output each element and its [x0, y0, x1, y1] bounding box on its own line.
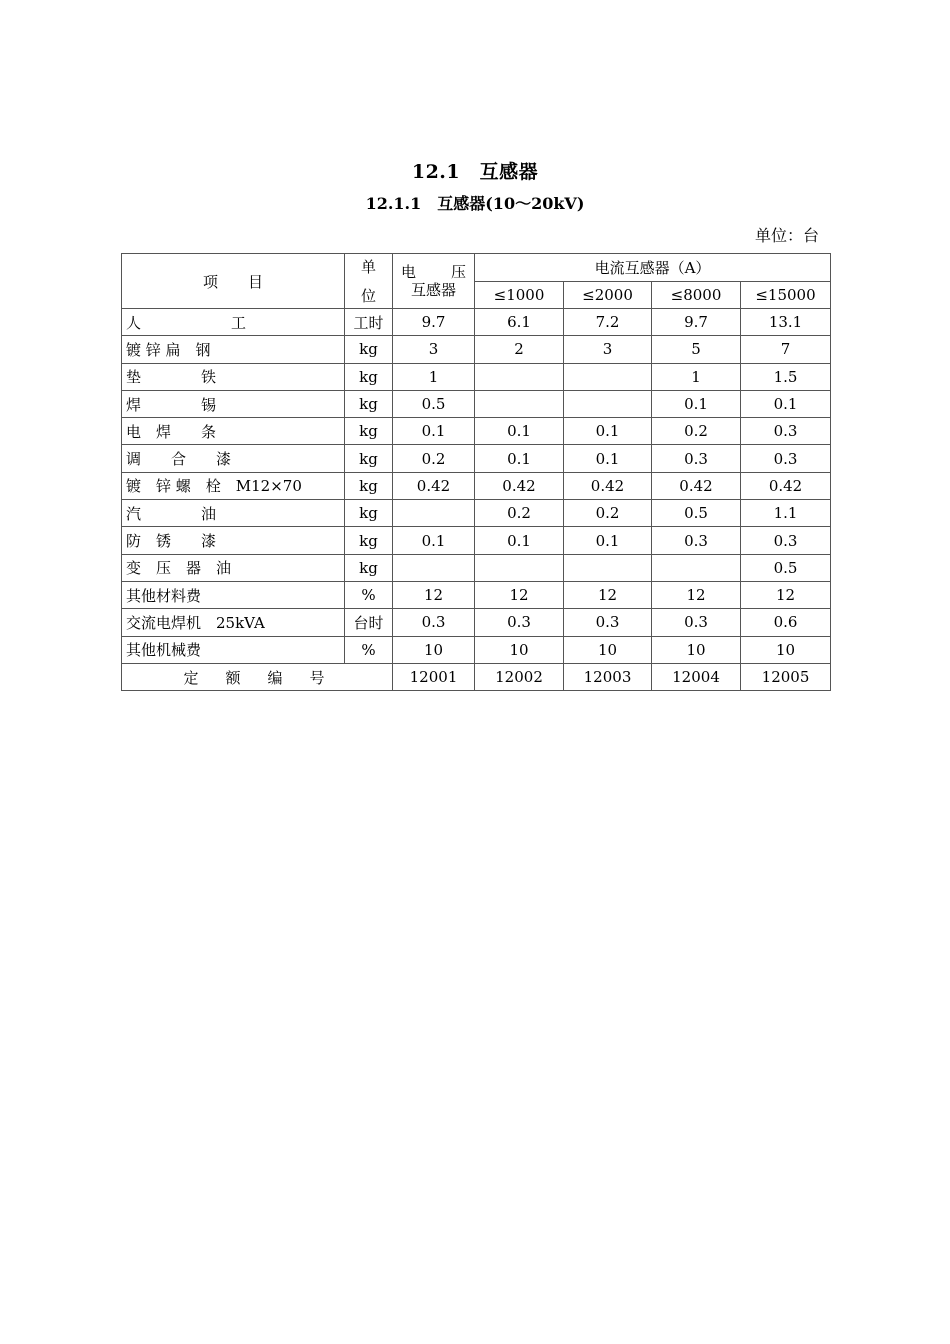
row-value: 0.42: [652, 472, 741, 499]
row-value: 2: [475, 336, 564, 363]
row-item-name: 人 工: [122, 309, 345, 336]
row-value: 5: [652, 336, 741, 363]
row-value: 0.6: [741, 609, 831, 636]
header-unit: [345, 254, 393, 309]
row-value: 0.1: [564, 445, 652, 472]
row-value: 0.2: [652, 418, 741, 445]
quota-code: 12001: [393, 663, 475, 690]
table-row: [122, 636, 831, 663]
row-value: [564, 390, 652, 417]
row-value: 10: [475, 636, 564, 663]
row-unit: kg: [345, 445, 393, 472]
row-value: 0.3: [741, 418, 831, 445]
row-value: 0.2: [564, 500, 652, 527]
row-item-name: 垫 铁: [122, 363, 345, 390]
row-unit: kg: [345, 527, 393, 554]
header-ct-col: ≤8000: [652, 281, 741, 309]
row-value: 0.42: [475, 472, 564, 499]
row-value: 0.1: [741, 390, 831, 417]
table-row: [122, 554, 831, 581]
table-row: [122, 309, 831, 336]
row-unit: kg: [345, 336, 393, 363]
row-item-name: 镀 锌 螺 栓 M12×70: [122, 472, 345, 499]
row-value: 7.2: [564, 309, 652, 336]
quota-code: 12004: [652, 663, 741, 690]
row-unit: kg: [345, 554, 393, 581]
table-row: [122, 363, 831, 390]
row-value: 1: [393, 363, 475, 390]
row-value: 1.1: [741, 500, 831, 527]
row-value: 0.3: [652, 445, 741, 472]
row-value: 10: [741, 636, 831, 663]
row-unit: %: [345, 636, 393, 663]
table-row: [122, 336, 831, 363]
row-value: 0.3: [741, 445, 831, 472]
quota-table: [121, 253, 831, 691]
row-value: 6.1: [475, 309, 564, 336]
quota-code: 12003: [564, 663, 652, 690]
row-value: 9.7: [393, 309, 475, 336]
row-value: 0.42: [564, 472, 652, 499]
unit-note: 单位：台: [754, 226, 819, 245]
row-value: 12: [652, 581, 741, 608]
row-value: 7: [741, 336, 831, 363]
row-value: [564, 554, 652, 581]
header-ct-col: ≤1000: [475, 281, 564, 309]
row-value: 0.3: [393, 609, 475, 636]
quota-code-label: 定 额 编 号: [122, 663, 393, 690]
row-value: 12: [393, 581, 475, 608]
row-unit: kg: [345, 500, 393, 527]
row-item-name: 其他机械费: [122, 636, 345, 663]
table-row: [122, 445, 831, 472]
subsection-title: 12.1.1 互感器(10～20kV): [365, 194, 585, 213]
row-value: 9.7: [652, 309, 741, 336]
row-value: 10: [564, 636, 652, 663]
row-value: 0.1: [564, 527, 652, 554]
row-value: [475, 390, 564, 417]
header-unit-bottom: 位: [360, 287, 376, 305]
row-value: 0.1: [652, 390, 741, 417]
row-value: 0.5: [652, 500, 741, 527]
row-value: 0.3: [564, 609, 652, 636]
row-value: 3: [393, 336, 475, 363]
row-value: 3: [564, 336, 652, 363]
row-item-name: 汽 油: [122, 500, 345, 527]
row-item-name: 变 压 器 油: [122, 554, 345, 581]
header-vt-line2: 互感器: [410, 281, 456, 299]
row-value: 0.2: [475, 500, 564, 527]
row-value: 0.1: [393, 527, 475, 554]
row-value: 0.3: [652, 609, 741, 636]
row-item-name: 调 合 漆: [122, 445, 345, 472]
row-value: 12: [741, 581, 831, 608]
quota-code: 12002: [475, 663, 564, 690]
row-item-name: 防 锈 漆: [122, 527, 345, 554]
row-unit: kg: [345, 472, 393, 499]
header-ct-col: ≤2000: [564, 281, 652, 309]
row-unit: 台时: [345, 609, 393, 636]
row-unit: kg: [345, 363, 393, 390]
row-value: 0.2: [393, 445, 475, 472]
row-value: 0.1: [475, 445, 564, 472]
row-item-name: 其他材料费: [122, 581, 345, 608]
header-unit-top: 单: [360, 258, 376, 276]
row-value: 0.3: [741, 527, 831, 554]
row-value: 1.5: [741, 363, 831, 390]
row-value: 1: [652, 363, 741, 390]
row-value: [475, 554, 564, 581]
header-vt-line1: 电 压: [401, 263, 466, 281]
row-value: [652, 554, 741, 581]
row-value: [393, 554, 475, 581]
row-item-name: 镀 锌 扁 钢: [122, 336, 345, 363]
table-row: [122, 500, 831, 527]
row-unit: %: [345, 581, 393, 608]
row-value: 0.42: [741, 472, 831, 499]
row-value: 0.1: [475, 527, 564, 554]
table-row: [122, 581, 831, 608]
row-value: 13.1: [741, 309, 831, 336]
table-row: [122, 418, 831, 445]
row-item-name: 焊 锡: [122, 390, 345, 417]
row-unit: 工时: [345, 309, 393, 336]
row-value: 0.42: [393, 472, 475, 499]
row-value: 0.1: [393, 418, 475, 445]
row-value: [393, 500, 475, 527]
section-title: 12.1 互感器: [411, 161, 539, 183]
row-value: 0.1: [475, 418, 564, 445]
header-current-transformer: 电流互感器（A）: [475, 254, 831, 282]
header-voltage-transformer: [393, 254, 475, 309]
table-row: [122, 472, 831, 499]
row-value: 10: [652, 636, 741, 663]
row-item-name: 电 焊 条: [122, 418, 345, 445]
row-value: 0.3: [475, 609, 564, 636]
table-row: [122, 390, 831, 417]
row-item-name: 交流电焊机 25kVA: [122, 609, 345, 636]
table-row: [122, 609, 831, 636]
row-value: 10: [393, 636, 475, 663]
quota-code: 12005: [741, 663, 831, 690]
row-value: 0.5: [741, 554, 831, 581]
row-value: 0.1: [564, 418, 652, 445]
row-value: 12: [475, 581, 564, 608]
row-unit: kg: [345, 418, 393, 445]
header-item: 项 目: [122, 254, 345, 309]
row-value: 0.3: [652, 527, 741, 554]
row-unit: kg: [345, 390, 393, 417]
header-ct-col: ≤15000: [741, 281, 831, 309]
row-value: [475, 363, 564, 390]
row-value: 0.5: [393, 390, 475, 417]
row-value: [564, 363, 652, 390]
table-row: [122, 527, 831, 554]
row-value: 12: [564, 581, 652, 608]
quota-code-row: [122, 663, 831, 690]
